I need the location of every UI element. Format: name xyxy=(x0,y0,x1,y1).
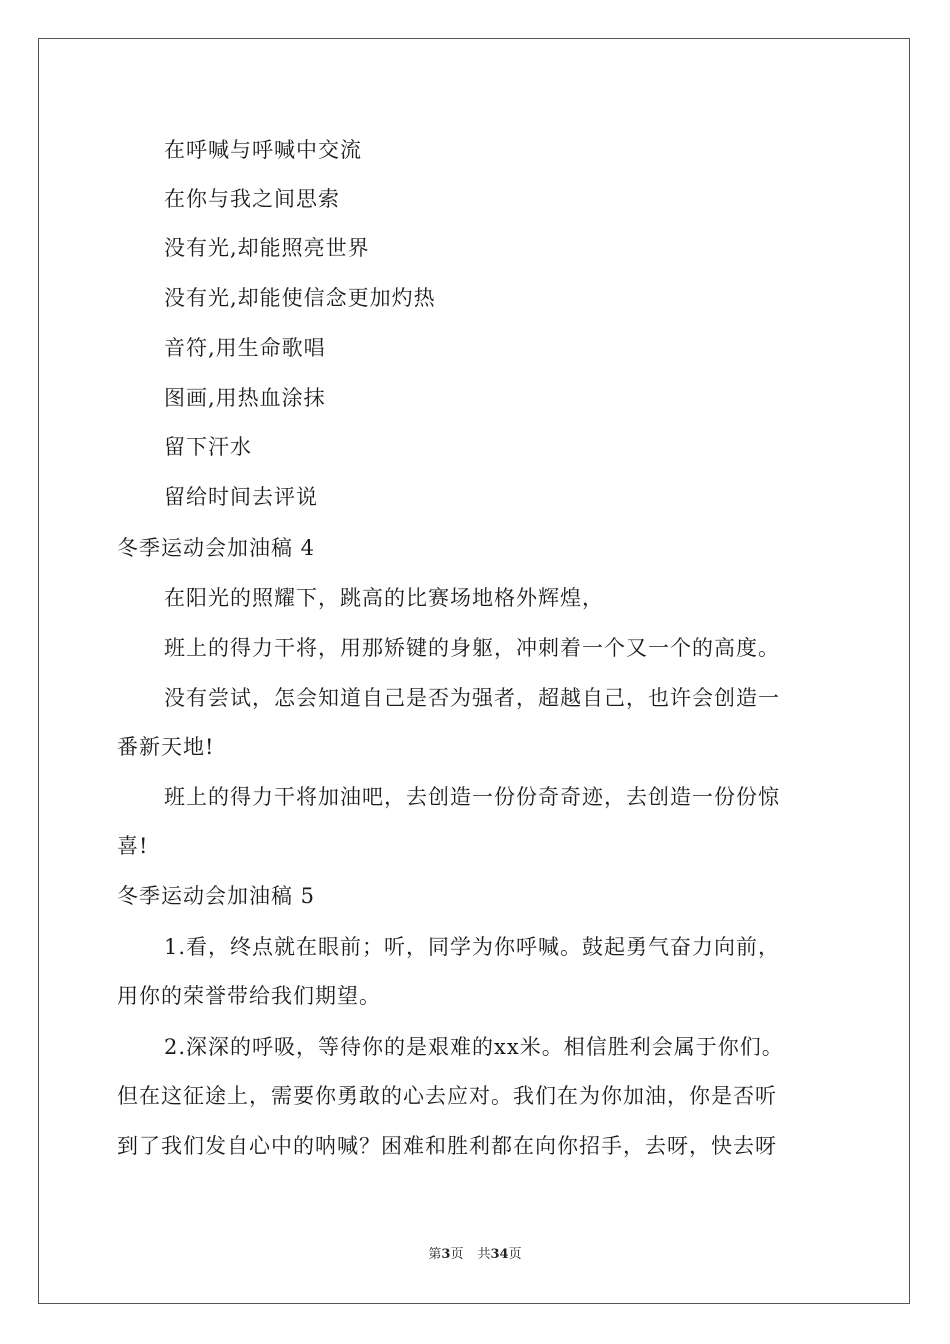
paragraph-line: 番新天地! xyxy=(117,735,215,759)
section-heading: 冬季运动会加油稿 4 xyxy=(117,536,316,560)
poem-line-8: 留给时间去评说 xyxy=(164,485,318,509)
poem-line-4: 没有光,却能使信念更加灼热 xyxy=(164,286,436,310)
total-pages: 34 xyxy=(490,1247,509,1262)
paragraph-line: 没有尝试，怎会知道自己是否为强者，超越自己，也许会创造一 xyxy=(164,686,780,710)
paragraph-line: 班上的得力干将，用那矫键的身躯，冲刺着一个又一个的高度。 xyxy=(164,636,780,660)
paragraph-line: 2.深深的呼吸，等待你的是艰难的xx米。相信胜利会属于你们。 xyxy=(164,1035,784,1059)
page-suffix: 页 xyxy=(450,1247,464,1262)
section-heading: 冬季运动会加油稿 5 xyxy=(117,884,316,908)
page-footer xyxy=(0,1246,950,1264)
paragraph-line: 喜! xyxy=(117,834,149,858)
poem-line-3: 没有光,却能照亮世界 xyxy=(164,236,370,260)
total-suffix: 页 xyxy=(508,1247,522,1262)
paragraph-line: 到了我们发自心中的呐喊？困难和胜利都在向你招手，去呀，快去呀 xyxy=(117,1134,777,1158)
paragraph-line: 1.看，终点就在眼前；听，同学为你呼喊。鼓起勇气奋力向前， xyxy=(164,935,781,959)
paragraph-line: 班上的得力干将加油吧，去创造一份份奇奇迹，去创造一份份惊 xyxy=(164,785,780,809)
page-border xyxy=(38,38,910,1304)
total-prefix: 共 xyxy=(477,1247,491,1262)
page-number: 3 xyxy=(441,1247,451,1262)
poem-line-6: 图画,用热血涂抹 xyxy=(164,386,326,410)
poem-line-1: 在呼喊与呼喊中交流 xyxy=(164,138,362,162)
paragraph-line: 但在这征途上，需要你勇敢的心去应对。我们在为你加油，你是否听 xyxy=(117,1084,777,1108)
page-prefix: 第 xyxy=(428,1247,442,1262)
poem-line-7: 留下汗水 xyxy=(164,435,252,459)
paragraph-line: 在阳光的照耀下，跳高的比赛场地格外辉煌， xyxy=(164,586,604,610)
poem-line-5: 音符,用生命歌唱 xyxy=(164,336,326,360)
poem-line-2: 在你与我之间思索 xyxy=(164,187,340,211)
paragraph-line: 用你的荣誉带给我们期望。 xyxy=(117,984,381,1008)
